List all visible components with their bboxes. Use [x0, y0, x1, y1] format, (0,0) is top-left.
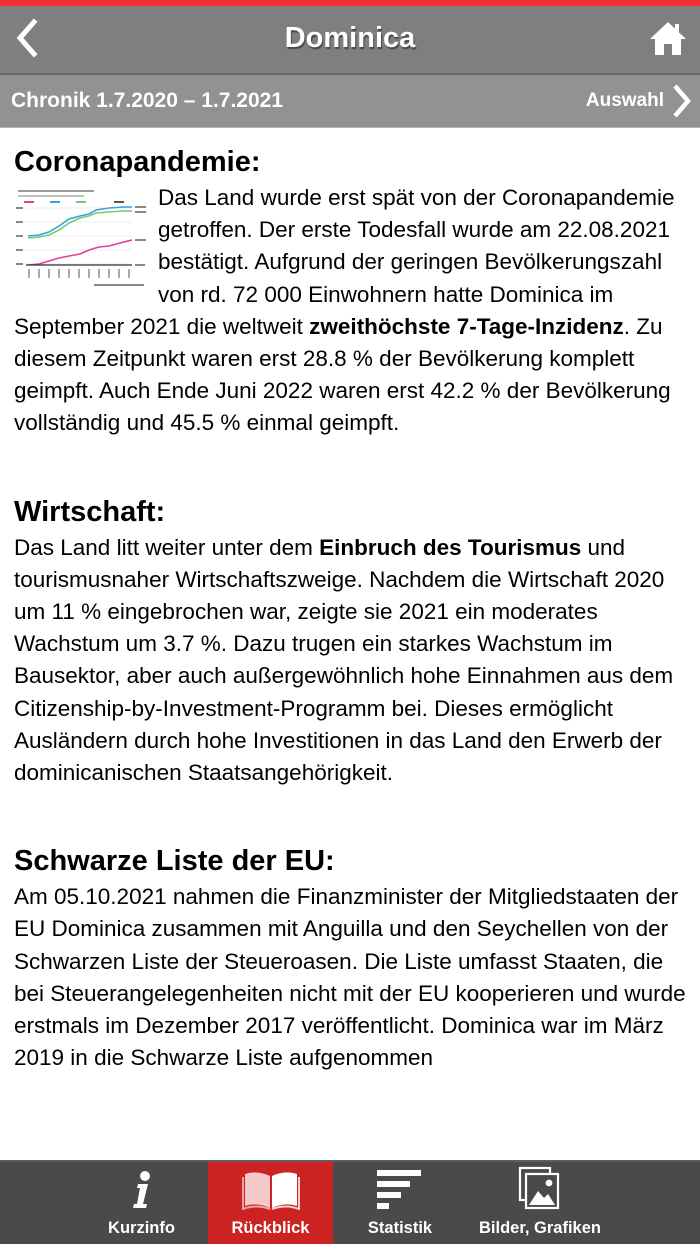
info-icon	[130, 1170, 154, 1210]
section-paragraph: Am 05.10.2021 nahmen die Finanzminister der Mitgliedstaaten der EU Dominica zusammen mit Anguilla und den Seychellen von der Schwarzen Liste der Steueroasen. Die Liste umfasst Staaten, die bei Steuerangelegenheiten nicht mit der EU kooperieren und wurde erstmals im Dezember 2017 veröffentlicht. Dominica war im März 2019 in die Schwarze Liste aufgenommen	[14, 884, 686, 1071]
chronicle-bar	[0, 75, 700, 128]
tab-kurzinfo[interactable]	[75, 1162, 208, 1244]
chronicle-period: Chronik 1.7.2020 – 1.7.2021	[11, 89, 284, 112]
page-title: Dominica	[284, 22, 416, 54]
bottom-tab-bar	[0, 1160, 700, 1244]
image-gallery-icon	[518, 1166, 562, 1210]
section-paragraph: Das Land litt weiter unter dem Einbruch des Tourismus und tourismusnaher Wirtschaftszweige. Nachdem die Wirtschaft 2020 um 11 % eingebrochen war, zeigte sie 2021 ein moderates Wachstum um 3.7 %. Dazu trugen ein starkes Wachstum im Bausektor, aber auch außergewöhnlich hohe Einnahmen aus dem Citizenship-by-Investment-Programm bei. Dieses ermöglicht Ausländern durch hohe Investitionen in das Land den Erwerb der dominicanischen Staatsangehörigkeit.	[14, 534, 674, 786]
section-coronapandemie	[14, 142, 686, 440]
auswahl-button[interactable]	[586, 75, 692, 127]
vaccination-chart-thumbnail-graphic	[14, 186, 148, 292]
section-heading: Coronapandemie:	[14, 146, 261, 178]
tab-bilder-grafiken[interactable]	[470, 1162, 610, 1244]
section-schwarze-liste	[14, 841, 686, 1074]
tab-label: Rückblick	[231, 1219, 310, 1237]
chevron-right-icon	[670, 83, 692, 119]
tab-label: Bilder, Grafiken	[479, 1219, 601, 1237]
covid-chart-thumbnail[interactable]	[14, 186, 148, 292]
auswahl-label: Auswahl	[585, 90, 664, 111]
content-scroll-area[interactable]	[0, 128, 700, 1162]
home-icon	[648, 18, 688, 58]
tab-statistik[interactable]	[340, 1162, 460, 1244]
tab-label: Statistik	[367, 1219, 433, 1237]
statistics-bars-icon	[377, 1170, 423, 1210]
home-button[interactable]	[648, 18, 688, 58]
tab-rueckblick[interactable]	[208, 1162, 333, 1244]
tab-label: Kurzinfo	[108, 1219, 175, 1237]
section-heading: Wirtschaft:	[14, 495, 166, 528]
section-paragraph: Das Land wurde erst spät von der Coronapandemie getroffen. Der erste Todesfall wurde am 22.08.2021 bestätigt. Aufgrund der geringen Bevölkerungszahl von rd. 72 000 Einwohnern hatte Dominica im September 2021 die weltweit zweithöchste 7-Tage-Inzidenz. Zu diesem Zeitpunkt waren erst 28.8 % der Bevölkerung komplett geimpft. Auch Ende Juni 2022 waren erst 42.2 % der Bevölkerung vollständig und 45.5 % einmal geimpft.	[14, 185, 675, 436]
section-heading: Schwarze Liste der EU:	[14, 845, 335, 878]
navbar	[0, 6, 700, 75]
open-book-icon	[241, 1168, 301, 1210]
section-wirtschaft	[14, 492, 686, 790]
